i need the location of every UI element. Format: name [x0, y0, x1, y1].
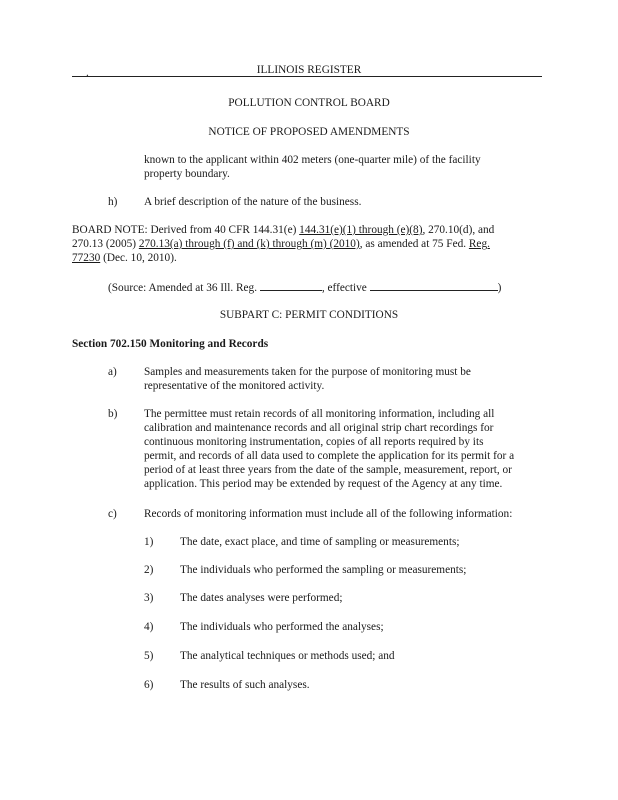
- subitem-4-text: The individuals who performed the analyses;: [180, 621, 384, 633]
- board-title: POLLUTION CONTROL BOARD: [228, 97, 390, 109]
- board-note-text: (Dec. 10, 2010).: [100, 252, 177, 264]
- header-rule: [72, 76, 542, 77]
- subitem-2-marker: 2): [144, 564, 154, 576]
- subpart-heading: SUBPART C: PERMIT CONDITIONS: [219, 309, 399, 321]
- source-line: [108, 279, 501, 296]
- item-b-line-3: continuous monitoring instrumentation, copies of all reports required by its: [144, 436, 484, 448]
- board-note-line-3: [72, 250, 177, 266]
- board-note-added-text: 77230: [72, 252, 101, 264]
- section-title: Section 702.150 Monitoring and Records: [72, 338, 269, 350]
- source-suffix: ): [497, 282, 502, 294]
- board-note-added-text: 270.13(a) through (f) and (k) through (m) (2010): [138, 238, 360, 250]
- item-c-marker: c): [108, 508, 117, 520]
- item-c-text: Records of monitoring information must include all of the following information:: [144, 508, 513, 520]
- register-page-blank: [260, 279, 322, 291]
- continuation-line-1: known to the applicant within 402 meters (one-quarter mile) of the facility: [144, 154, 481, 166]
- board-note-text: BOARD NOTE: Derived from 40 CFR 144.31(e): [72, 224, 300, 236]
- item-b-line-5: period of at least three years from the date of the sample, measurement, report, or: [144, 464, 512, 476]
- effective-date-blank: [370, 279, 498, 291]
- continuation-line-2: property boundary.: [144, 168, 230, 180]
- subitem-3-text: The dates analyses were performed;: [180, 592, 343, 604]
- register-dot: .: [86, 67, 89, 79]
- source-prefix: (Source: Amended at 36 Ill. Reg.: [108, 282, 260, 294]
- subitem-6-marker: 6): [144, 679, 154, 691]
- notice-title: NOTICE OF PROPOSED AMENDMENTS: [208, 126, 410, 138]
- item-b-marker: b): [108, 408, 118, 420]
- board-note-added-text: 144.31(e)(1) through (e)(8): [299, 224, 423, 236]
- subitem-1-marker: 1): [144, 536, 154, 548]
- subitem-5-marker: 5): [144, 650, 154, 662]
- item-b-line-2: calibration and maintenance records and all original strip chart recordings for: [144, 422, 494, 434]
- item-h-marker: h): [108, 196, 118, 208]
- board-note-text: , 270.10(d), and: [422, 224, 495, 236]
- board-note-text: 270.13 (2005): [72, 238, 139, 250]
- register-title: ILLINOIS REGISTER: [256, 64, 362, 76]
- source-middle: , effective: [321, 282, 370, 294]
- item-a-line-1: Samples and measurements taken for the purpose of monitoring must be: [144, 366, 471, 378]
- subitem-2-text: The individuals who performed the sampling or measurements;: [180, 564, 467, 576]
- subitem-6-text: The results of such analyses.: [180, 679, 310, 691]
- item-a-marker: a): [108, 366, 117, 378]
- subitem-3-marker: 3): [144, 592, 154, 604]
- board-note-text: , as amended at 75 Fed.: [359, 238, 469, 250]
- subitem-4-marker: 4): [144, 621, 154, 633]
- subitem-5-text: The analytical techniques or methods used; and: [180, 650, 395, 662]
- item-b-line-6: application. This period may be extended by request of the Agency at any time.: [144, 478, 503, 490]
- board-note-added-text: Reg.: [468, 238, 490, 250]
- subitem-1-text: The date, exact place, and time of sampling or measurements;: [180, 536, 460, 548]
- item-b-line-1: The permittee must retain records of all monitoring information, including all: [144, 408, 495, 420]
- item-a-line-2: representative of the monitored activity.: [144, 380, 325, 392]
- item-b-line-4: permit, and records of all data used to complete the application for its permit for a: [144, 450, 515, 462]
- item-h-text: A brief description of the nature of the business.: [144, 196, 362, 208]
